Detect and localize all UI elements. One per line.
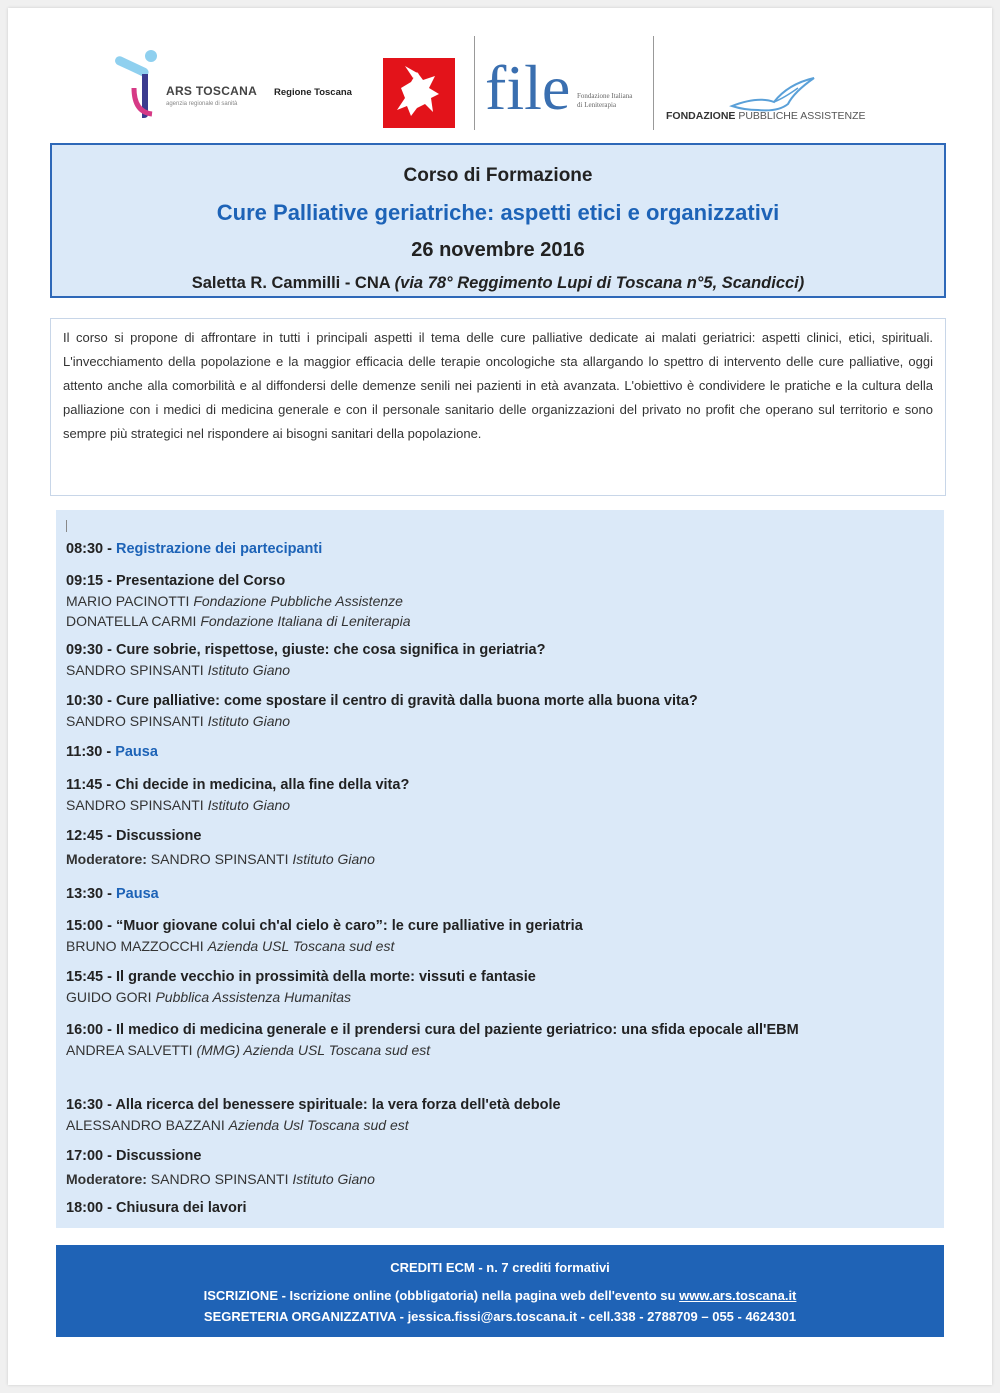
regione-toscana-name: Regione Toscana [274, 87, 352, 98]
program-title: Pausa [115, 744, 158, 760]
course-description: Il corso si propone di affrontare in tutti i principali aspetti il tema delle cure palliative dedicate ai malati geriatrici: aspetti clinici, etici, spirituali. L'invecchiamento della popolazione e la maggior efficacia delle terapie oncologiche sta allargando lo spettro di intervento delle cure palliative, oggi attento anche alla comorbilità e al diffondersi delle demenze senili nei pazienti in età avanzata. L'obiettivo è condividere le pratiche e la cultura della palliazione con i medici di medicina generale e con il personale sanitario delle organizzazioni del privato no profit che operano sul territorio e sono sempre più strategici nel rispondere ai bisogni sanitari della popolazione. [50, 318, 946, 496]
program-item-heading [66, 1096, 936, 1115]
fondazione-pa-bold: FONDAZIONE [666, 110, 736, 122]
program-speaker [66, 611, 936, 631]
venue-name: Saletta R. Cammilli - CNA [191, 274, 391, 292]
program-item [66, 743, 936, 762]
speaker-organization: Fondazione Pubbliche Assistenze [193, 593, 403, 609]
ars-toscana-name: ARS TOSCANA [166, 84, 258, 98]
speaker-name: SANDRO SPINSANTI [66, 713, 204, 729]
program-speaker [66, 795, 936, 815]
speaker-role: Moderatore: [66, 1171, 147, 1187]
program-item [66, 540, 936, 559]
program-speaker [66, 660, 936, 680]
program-time: 15:45 - [66, 969, 112, 985]
ars-toscana-subtitle: agenzia regionale di sanità [166, 101, 238, 107]
program-item [66, 641, 936, 680]
program-item [66, 885, 936, 904]
program-time: 16:00 - [66, 1022, 112, 1038]
program-time: 13:30 - [66, 886, 112, 902]
program-title: “Muor giovane colui ch'al cielo è caro”: le cure palliative in geriatria [115, 918, 583, 934]
footer-box [56, 1245, 944, 1337]
regione-toscana-pegasus-icon [383, 58, 455, 128]
program-item-heading [66, 743, 936, 762]
course-title: Cure Palliative geriatriche: aspetti etici e organizzativi [216, 200, 780, 225]
program-title: Pausa [115, 886, 159, 902]
fondazione-pa-rest: PUBBLICHE ASSISTENZE [738, 110, 866, 122]
speaker-organization: Azienda USL Toscana sud est [207, 938, 395, 954]
fondazione-pa-name [666, 110, 866, 122]
logo-bar [8, 8, 992, 148]
course-kicker: Corso di Formazione [403, 165, 593, 186]
logo-divider [653, 36, 654, 130]
speaker-organization: Istituto Giano [207, 713, 291, 729]
speaker-name: SANDRO SPINSANTI [150, 851, 289, 867]
speaker-organization: Istituto Giano [292, 851, 375, 867]
program-speaker [66, 987, 936, 1007]
program-item [66, 1199, 936, 1218]
speaker-organization: Istituto Giano [292, 1171, 375, 1187]
program-time: 18:00 - [66, 1200, 112, 1216]
file-logo-name: file [485, 52, 571, 123]
program-item [66, 1147, 936, 1189]
program-time: 16:30 - [66, 1097, 112, 1113]
course-title-box [50, 143, 946, 298]
program-title: Presentazione del Corso [115, 573, 286, 589]
program-speaker [66, 1115, 936, 1135]
speaker-name: SANDRO SPINSANTI [150, 1171, 289, 1187]
program-item [66, 572, 936, 631]
speaker-organization: Istituto Giano [207, 797, 291, 813]
file-logo-subtitle: Fondazione Italiana di Leniterapia [577, 92, 633, 109]
program-item-heading [66, 641, 936, 660]
program-speaker [66, 936, 936, 956]
speaker-name: GUIDO GORI [66, 989, 152, 1005]
program-time: 11:45 - [66, 777, 112, 793]
program-time: 09:30 - [66, 642, 112, 658]
venue-address: (via 78° Reggimento Lupi di Toscana n°5, Scandicci) [394, 274, 805, 292]
program-time: 10:30 - [66, 693, 112, 709]
program-item [66, 968, 936, 1007]
program-time: 11:30 - [66, 744, 112, 760]
program-title: Il grande vecchio in prossimità della morte: vissuti e fantasie [115, 969, 536, 985]
speaker-name: ANDREA SALVETTI [66, 1042, 193, 1058]
program-title: Chi decide in medicina, alla fine della vita? [115, 777, 410, 793]
speaker-organization: (MMG) Azienda USL Toscana sud est [196, 1042, 431, 1058]
ars-website-link[interactable]: www.ars.toscana.it [679, 1288, 797, 1303]
program-item-heading [66, 917, 936, 936]
program-item [66, 1096, 936, 1135]
speaker-role: Moderatore: [66, 851, 147, 867]
program-item-heading [66, 1147, 936, 1166]
program-item [66, 776, 936, 815]
speaker-organization: Istituto Giano [207, 662, 291, 678]
program-time: 15:00 - [66, 918, 112, 934]
program-title: Cure sobrie, rispettose, giuste: che cosa significa in geriatria? [115, 642, 546, 658]
logo-divider [474, 36, 475, 130]
program-title: Il medico di medicina generale e il prendersi cura del paziente geriatrico: una sfida epocale all'EBM [115, 1022, 799, 1038]
program-time: 12:45 - [66, 828, 112, 844]
program-box [56, 510, 944, 1228]
speaker-name: ALESSANDRO BAZZANI [66, 1117, 225, 1133]
program-item-heading [66, 540, 936, 559]
program-title: Chiusura dei lavori [115, 1200, 247, 1216]
program-item-heading [66, 572, 936, 591]
program-time: 08:30 - [66, 541, 112, 557]
program-item [66, 692, 936, 731]
speaker-name: DONATELLA CARMI [66, 613, 197, 629]
program-speaker [66, 1040, 936, 1060]
program-title: Alla ricerca del benessere spirituale: la vera forza dell'età debole [115, 1097, 561, 1113]
program-speaker [66, 711, 936, 731]
segreteria-line: SEGRETERIA ORGANIZZATIVA - jessica.fissi@ars.toscana.it - cell.338 - 2788709 – 055 - 4624301 [203, 1309, 797, 1324]
program-item-heading [66, 692, 936, 711]
program-item-heading [66, 968, 936, 987]
speaker-organization: Azienda Usl Toscana sud est [228, 1117, 409, 1133]
program-item [66, 917, 936, 956]
program-time: 17:00 - [66, 1148, 112, 1164]
speaker-name: BRUNO MAZZOCCHI [66, 938, 204, 954]
page [8, 8, 992, 1385]
program-title: Discussione [115, 828, 202, 844]
program-item-heading [66, 1199, 936, 1218]
speaker-name: SANDRO SPINSANTI [66, 662, 204, 678]
iscrizione-line [56, 1288, 944, 1303]
program-title: Discussione [115, 1148, 202, 1164]
speaker-name: MARIO PACINOTTI [66, 593, 190, 609]
program-item-heading [66, 885, 936, 904]
iscrizione-text: ISCRIZIONE - Iscrizione online (obbligatoria) nella pagina web dell'evento su [203, 1288, 676, 1303]
speaker-organization: Fondazione Italiana di Leniterapia [200, 613, 411, 629]
course-venue [52, 274, 944, 293]
program-item-heading [66, 1021, 936, 1040]
ars-toscana-logo-icon [112, 48, 170, 122]
program-item [66, 827, 936, 869]
credits-line: CREDITI ECM - n. 7 crediti formativi [390, 1260, 610, 1275]
program-item-heading [66, 827, 936, 846]
program-speaker [66, 849, 936, 869]
program-item [66, 1021, 936, 1060]
program-speaker [66, 591, 936, 611]
program-speaker [66, 1169, 936, 1189]
program-time: 09:15 - [66, 573, 112, 589]
text-cursor [66, 520, 67, 532]
speaker-organization: Pubblica Assistenza Humanitas [155, 989, 352, 1005]
speaker-name: SANDRO SPINSANTI [66, 797, 204, 813]
program-item-heading [66, 776, 936, 795]
program-title: Registrazione dei partecipanti [115, 541, 323, 557]
program-title: Cure palliative: come spostare il centro di gravità dalla buona morte alla buona vita? [115, 693, 698, 709]
course-date: 26 novembre 2016 [411, 239, 585, 261]
